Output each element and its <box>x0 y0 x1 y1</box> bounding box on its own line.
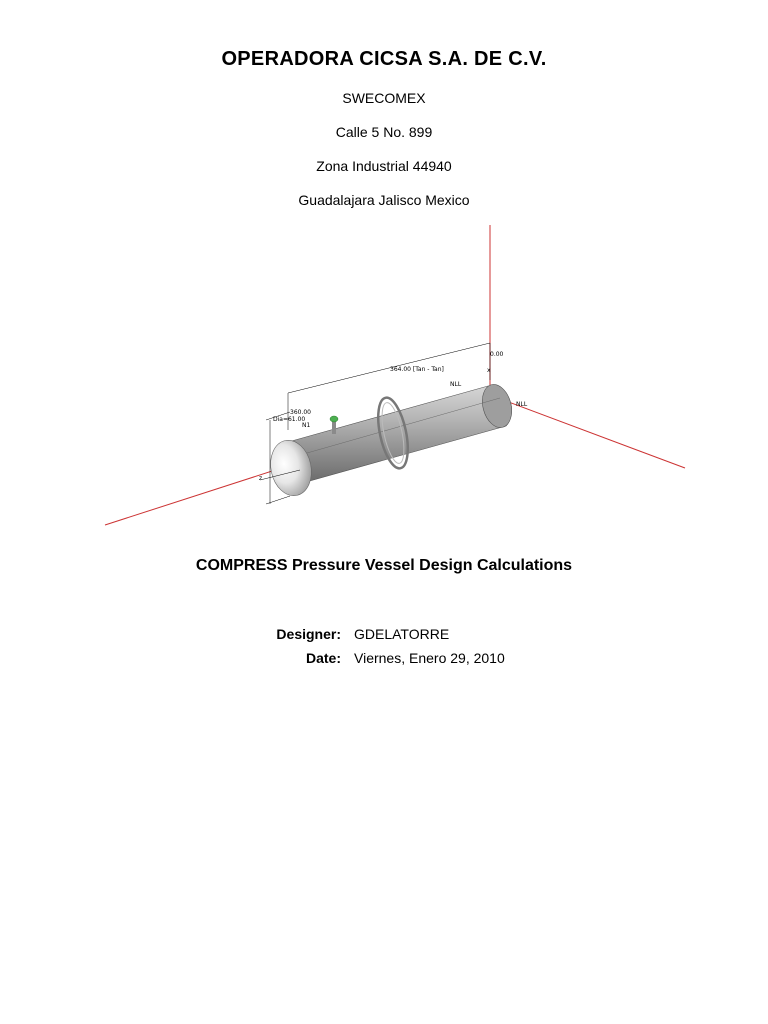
nozzle-flange <box>330 416 338 422</box>
address-line-3: Zona Industrial 44940 <box>316 158 452 174</box>
dim-length-label: 364.00 [Tan - Tan] <box>390 366 444 373</box>
axis-left <box>105 462 300 525</box>
address-line-4: Guadalajara Jalisco Mexico <box>298 192 470 208</box>
axis-z-mark: z <box>259 475 263 482</box>
nozzle-nll-right-label: NLL <box>516 401 528 408</box>
nozzle-n1-label: N1 <box>302 422 311 429</box>
nozzle-nll-top-label: NLL <box>450 381 462 388</box>
document-title: COMPRESS Pressure Vessel Design Calculations <box>195 557 573 574</box>
date-value: Viernes, Enero 29, 2010 <box>354 650 505 666</box>
designer-label: Designer: <box>276 626 341 642</box>
dim-zero-label: 0.00 <box>490 351 504 358</box>
address-line-2: Calle 5 No. 899 <box>335 124 433 140</box>
dim-diameter-label: Dia=61.00 <box>273 416 306 423</box>
date-label: Date: <box>305 650 341 666</box>
axis-x-mark: x <box>487 367 491 374</box>
address-line-1: SWECOMEX <box>342 90 426 106</box>
dim-360-label: 360.00 <box>290 409 311 416</box>
vessel-drawing <box>0 215 768 535</box>
company-name: OPERADORA CICSA S.A. DE C.V. <box>221 48 547 70</box>
designer-value: GDELATORRE <box>354 626 450 642</box>
